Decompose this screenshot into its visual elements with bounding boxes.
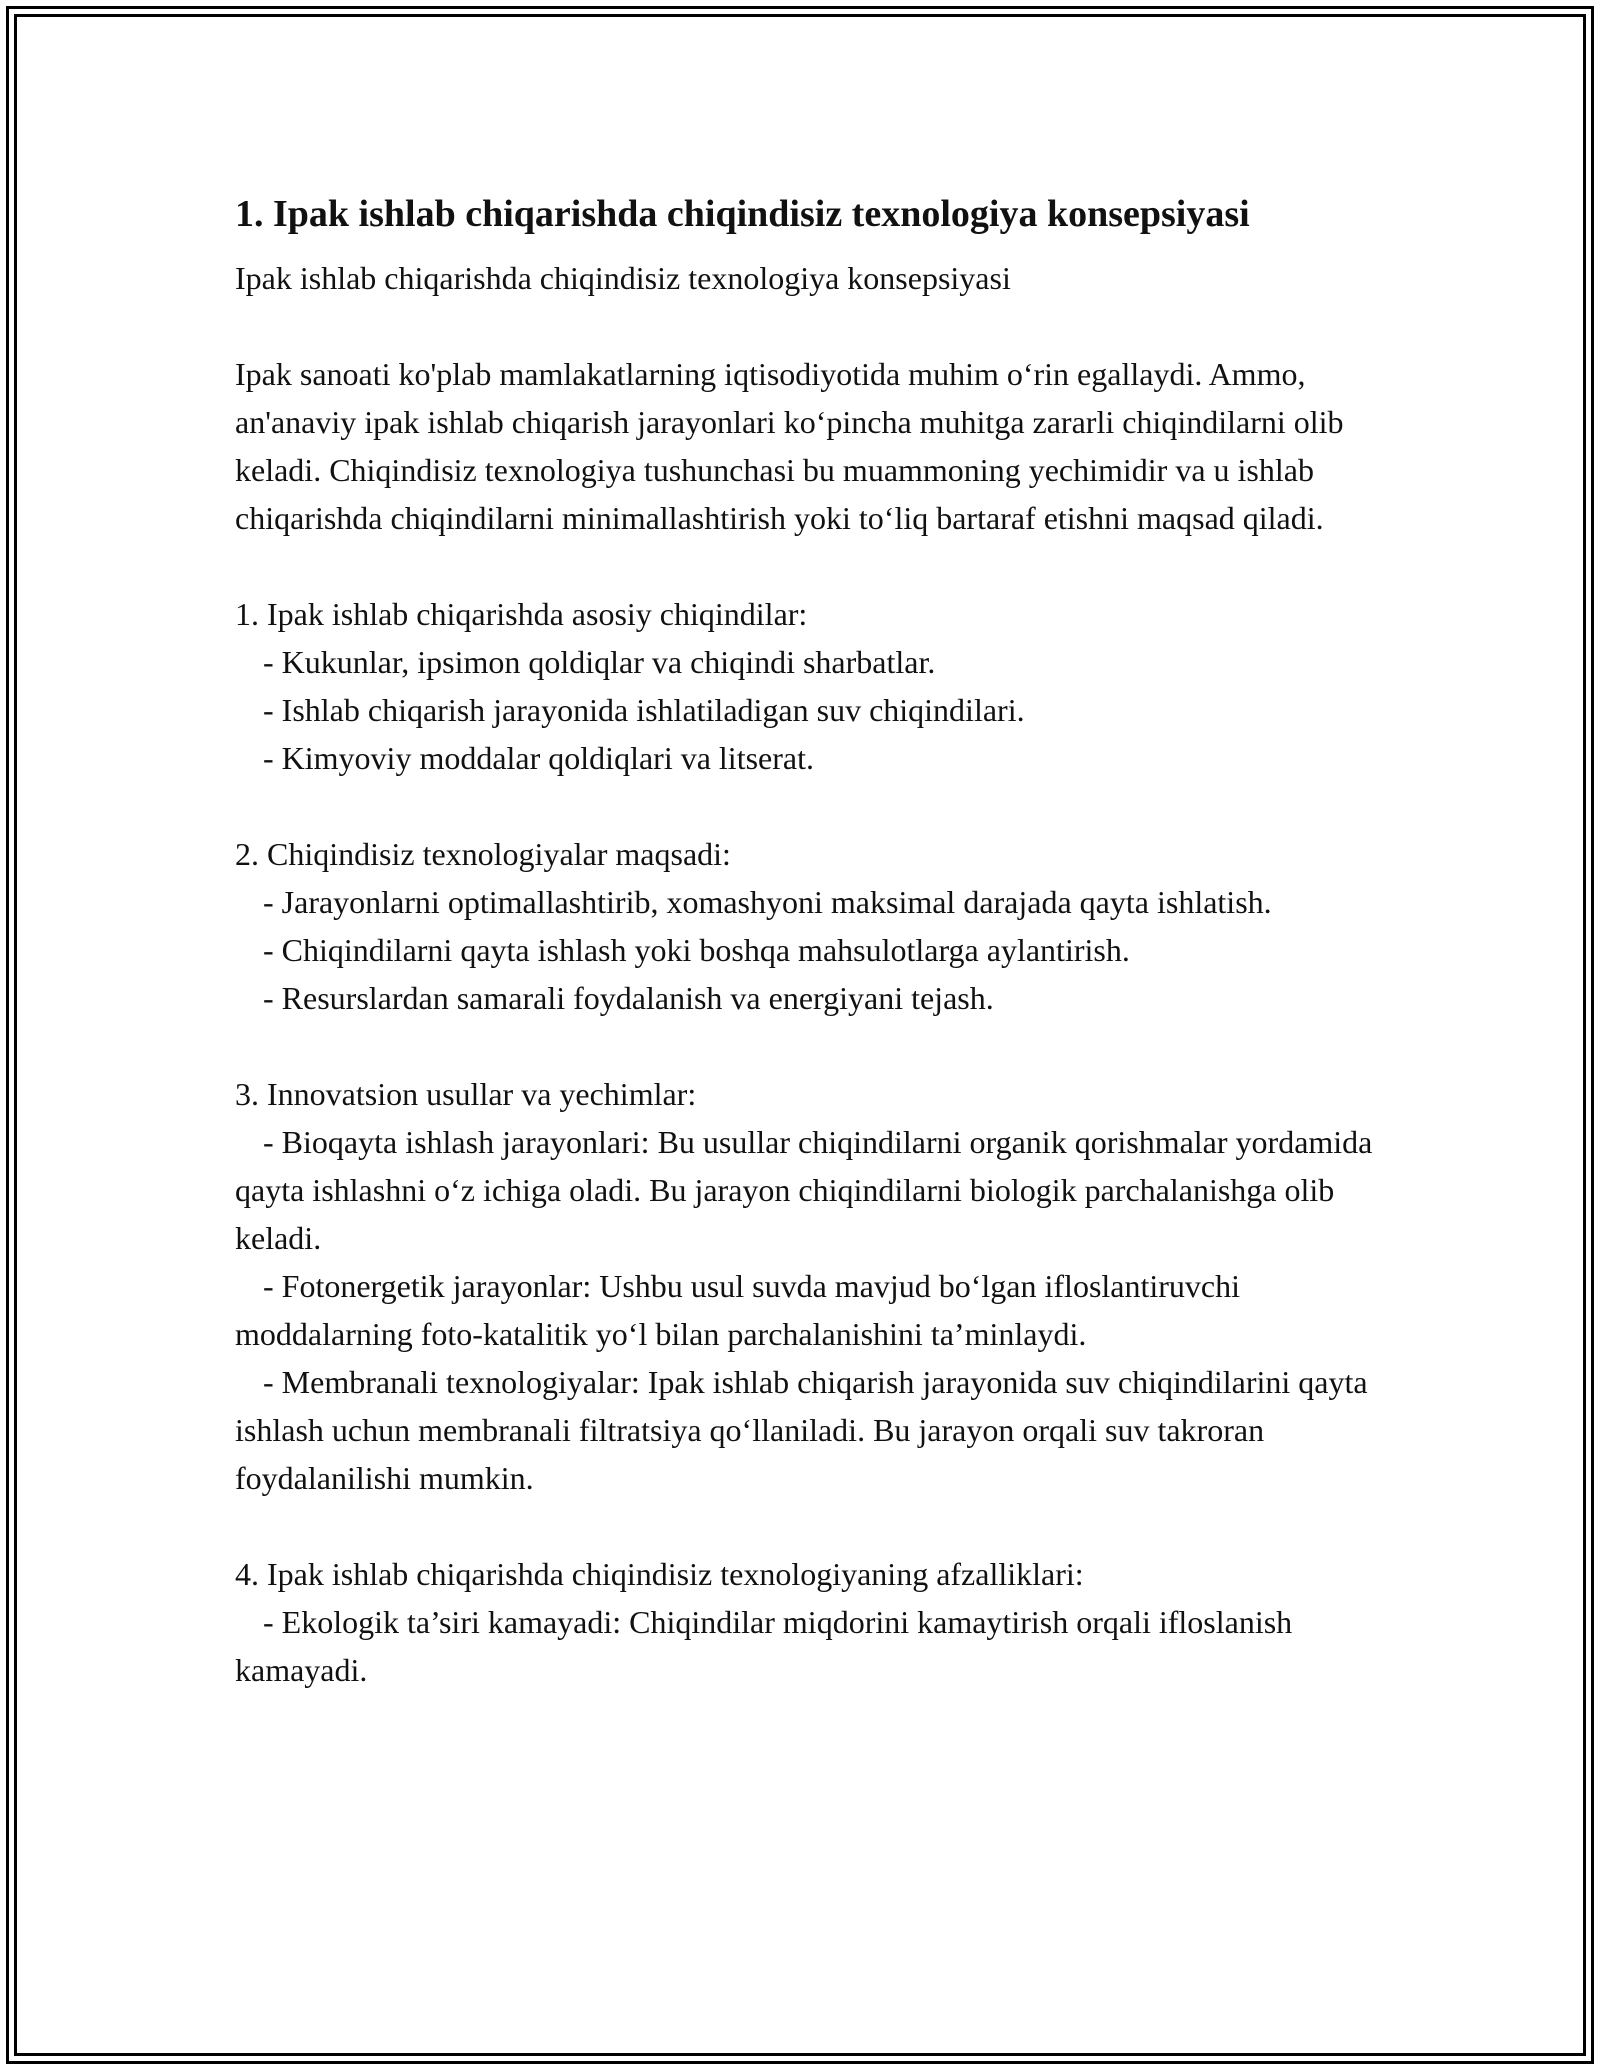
list-item: - Membranali texnologiyalar: Ipak ishlab chiqarish jarayonida suv chiqindilarini qayta ishlash uchun membranali filtratsiya qoʻllaniladi. Bu jarayon orqali suv takroran foydalanilishi mumkin. <box>235 1364 1368 1496</box>
list-item: - Ekologik ta’siri kamayadi: Chiqindilar miqdorini kamaytirish orqali ifloslanish kamayadi. <box>235 1604 1293 1688</box>
document-subtitle: Ipak ishlab chiqarishda chiqindisiz texnologiya konsepsiyasi <box>235 260 1011 296</box>
section-title: 1. Ipak ishlab chiqarishda asosiy chiqindilar: <box>235 596 808 632</box>
intro-paragraph: Ipak sanoati ko'plab mamlakatlarning iqtisodiyotida muhim oʻrin egallaydi. Ammo, an'anaviy ipak ishlab chiqarish jarayonlari koʻpincha muhitga zararli chiqindilarni olib keladi. Chiqindisiz texnologiya tushunchasi bu muammoning yechimidir va u ishlab chiqarishda chiqindilarni minimallashtirish yoki toʻliq bartaraf etishni maqsad qiladi. <box>235 356 1344 536</box>
list-item: - Fotonergetik jarayonlar: Ushbu usul suvda mavjud boʻlgan ifloslantiruvchi moddalarning foto-katalitik yoʻl bilan parchalanishini ta’minlaydi. <box>235 1268 1241 1352</box>
section-main-waste <box>235 590 1395 782</box>
list-item: - Chiqindilarni qayta ishlash yoki boshqa mahsulotlarga aylantirish. <box>263 932 1130 968</box>
section-advantages <box>235 1550 1395 1694</box>
list-item: - Resurslardan samarali foydalanish va energiyani tejash. <box>263 980 994 1016</box>
list-item: - Kimyoviy moddalar qoldiqlari va litserat. <box>263 740 814 776</box>
list-item: - Kukunlar, ipsimon qoldiqlar va chiqindi sharbatlar. <box>263 644 936 680</box>
list-item: - Jarayonlarni optimallashtirib, xomashyoni maksimal darajada qayta ishlatish. <box>263 884 1272 920</box>
section-title: 2. Chiqindisiz texnologiyalar maqsadi: <box>235 836 731 872</box>
section-title: 4. Ipak ishlab chiqarishda chiqindisiz texnologiyaning afzalliklari: <box>235 1556 1084 1592</box>
list-item: - Ishlab chiqarish jarayonida ishlatiladigan suv chiqindilari. <box>263 692 1025 728</box>
section-goals <box>235 830 1395 1022</box>
page-title: 1. Ipak ishlab chiqarishda chiqindisiz texnologiya konsepsiyasi <box>235 193 1250 235</box>
list-item: - Bioqayta ishlash jarayonlari: Bu usullar chiqindilarni organik qorishmalar yordamida qayta ishlashni oʻz ichiga oladi. Bu jarayon chiqindilarni biologik parchalanishga olib keladi. <box>235 1124 1373 1256</box>
section-innovations <box>235 1070 1395 1502</box>
section-title: 3. Innovatsion usullar va yechimlar: <box>235 1076 697 1112</box>
document-body <box>235 186 1395 1694</box>
